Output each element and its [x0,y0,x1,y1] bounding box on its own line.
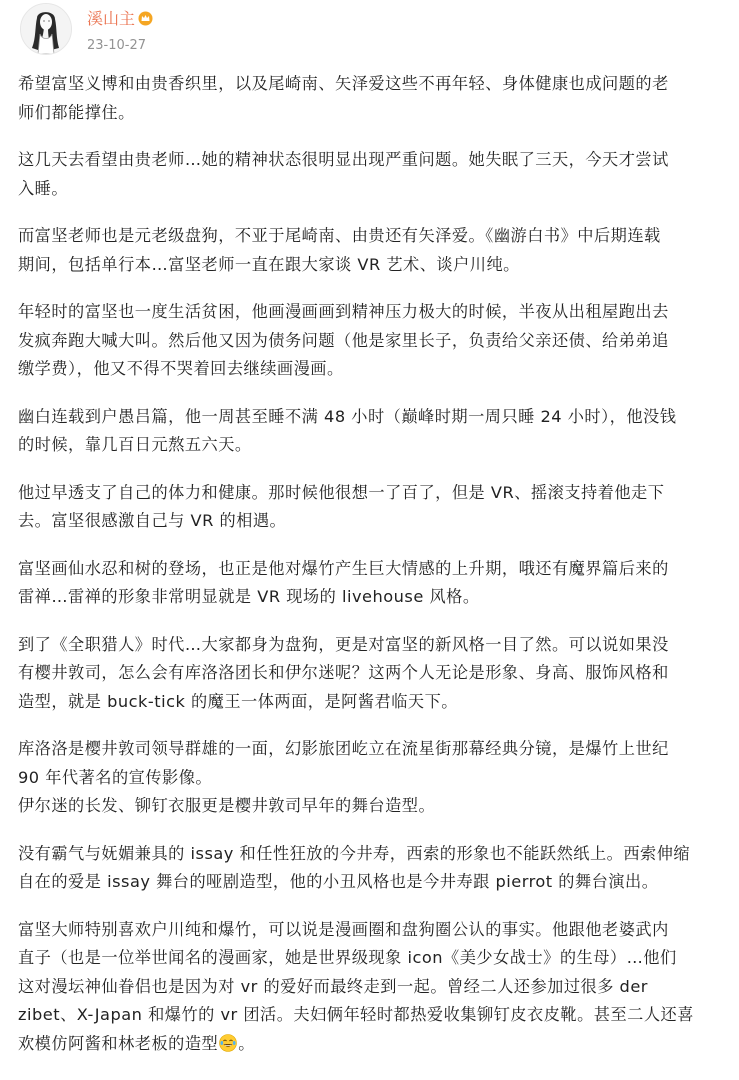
post-paragraph: 库洛洛是樱井敦司领导群雄的一面，幻影旅团屹立在流星街那幕经典分镜，是爆竹上世纪 90 年代著名的宣传影像。 伊尔迷的长发、铆钉衣服更是樱井敦司早年的舞台造型。 [18,739,669,815]
post-paragraph: 富坚画仙水忍和树的登场，也正是他对爆竹产生巨大情感的上升期，哦还有魔界篇后来的 雷禅…雷禅的形象非常明显就是 VR 现场的 livehouse 风格。 [18,558,669,606]
post-paragraph: 而富坚老师也是元老级盘狗，不亚于尾崎南、由贵还有矢泽爱。《幽游白书》中后期连载 期间，包括单行本…富坚老师一直在跟大家谈 VR 艺术、谈户川纯。 [18,226,661,274]
post-paragraph-last [18,916,723,1062]
post-paragraph: 年轻时的富坚也一度生活贫困，他画漫画画到精神压力极大的时候，半夜从出租屋跑出去 发疯奔跑大喊大叫。然后他又因为债务问题（他是家里长子，负责给父亲还债、给弟弟追 缴学费），他又不得不哭着回去继续画漫画。 [18,302,669,378]
post-paragraph-text: 富坚大师特别喜欢户川纯和爆竹，可以说是漫画圈和盘狗圈公认的事实。他跟他老婆武内 直子（也是一位举世闻名的漫画家，她是世界级现象 icon《美少女战士》的生母）…他们 这对漫坛神仙眷侣也是因为对 vr 的爱好而最终走到一起。曾经二人还参加过很多 der zibet、X-Japan 和爆竹的 vr 团活。夫妇俩年轻时都热爱收集铆钉皮衣皮靴。甚至二人还喜 欢模仿阿酱和林老板的造型 [18,919,694,1053]
username-text[interactable]: 溪山主 [87,9,136,28]
laughing-tears-emoji-icon [219,1033,237,1062]
username[interactable] [87,8,153,32]
avatar[interactable] [20,3,72,55]
post-paragraph: 他过早透支了自己的体力和健康。那时候他很想一了百了，但是 VR、摇滚支持着他走下 去。富坚很感激自己与 VR 的相遇。 [18,482,665,530]
post-paragraph: 幽白连载到户愚吕篇，他一周甚至睡不满 48 小时（巅峰时期一周只睡 24 小时），他没钱 的时候，靠几百日元熬五六天。 [18,406,677,454]
avatar-sketch-icon [21,4,71,54]
post-paragraph: 到了《全职猎人》时代…大家都身为盘狗，更是对富坚的新风格一目了然。可以说如果没 有樱井敦司，怎么会有库洛洛团长和伊尔迷呢？这两个人无论是形象、身高、服饰风格和 造型，就是 buck-tick 的魔王一体两面，是阿酱君临天下。 [18,634,669,711]
post-body [18,70,723,1080]
post-header [20,3,720,63]
post-paragraph-trailing: 。 [238,1033,255,1053]
post-timestamp: 23-10-27 [87,38,147,53]
post-paragraph: 希望富坚义博和由贵香织里，以及尾崎南、矢泽爱这些不再年轻、身体健康也成问题的老 师们都能撑住。 [18,74,669,122]
crown-icon [138,10,153,32]
post-paragraph: 这几天去看望由贵老师…她的精神状态很明显出现严重问题。她失眠了三天，今天才尝试 入睡。 [18,150,669,198]
post-paragraph: 没有霸气与妩媚兼具的 issay 和任性狂放的今井寿，西索的形象也不能跃然纸上。西索伸缩 自在的爱是 issay 舞台的哑剧造型，他的小丑风格也是今井寿跟 pierrot 的舞台演出。 [18,843,691,891]
